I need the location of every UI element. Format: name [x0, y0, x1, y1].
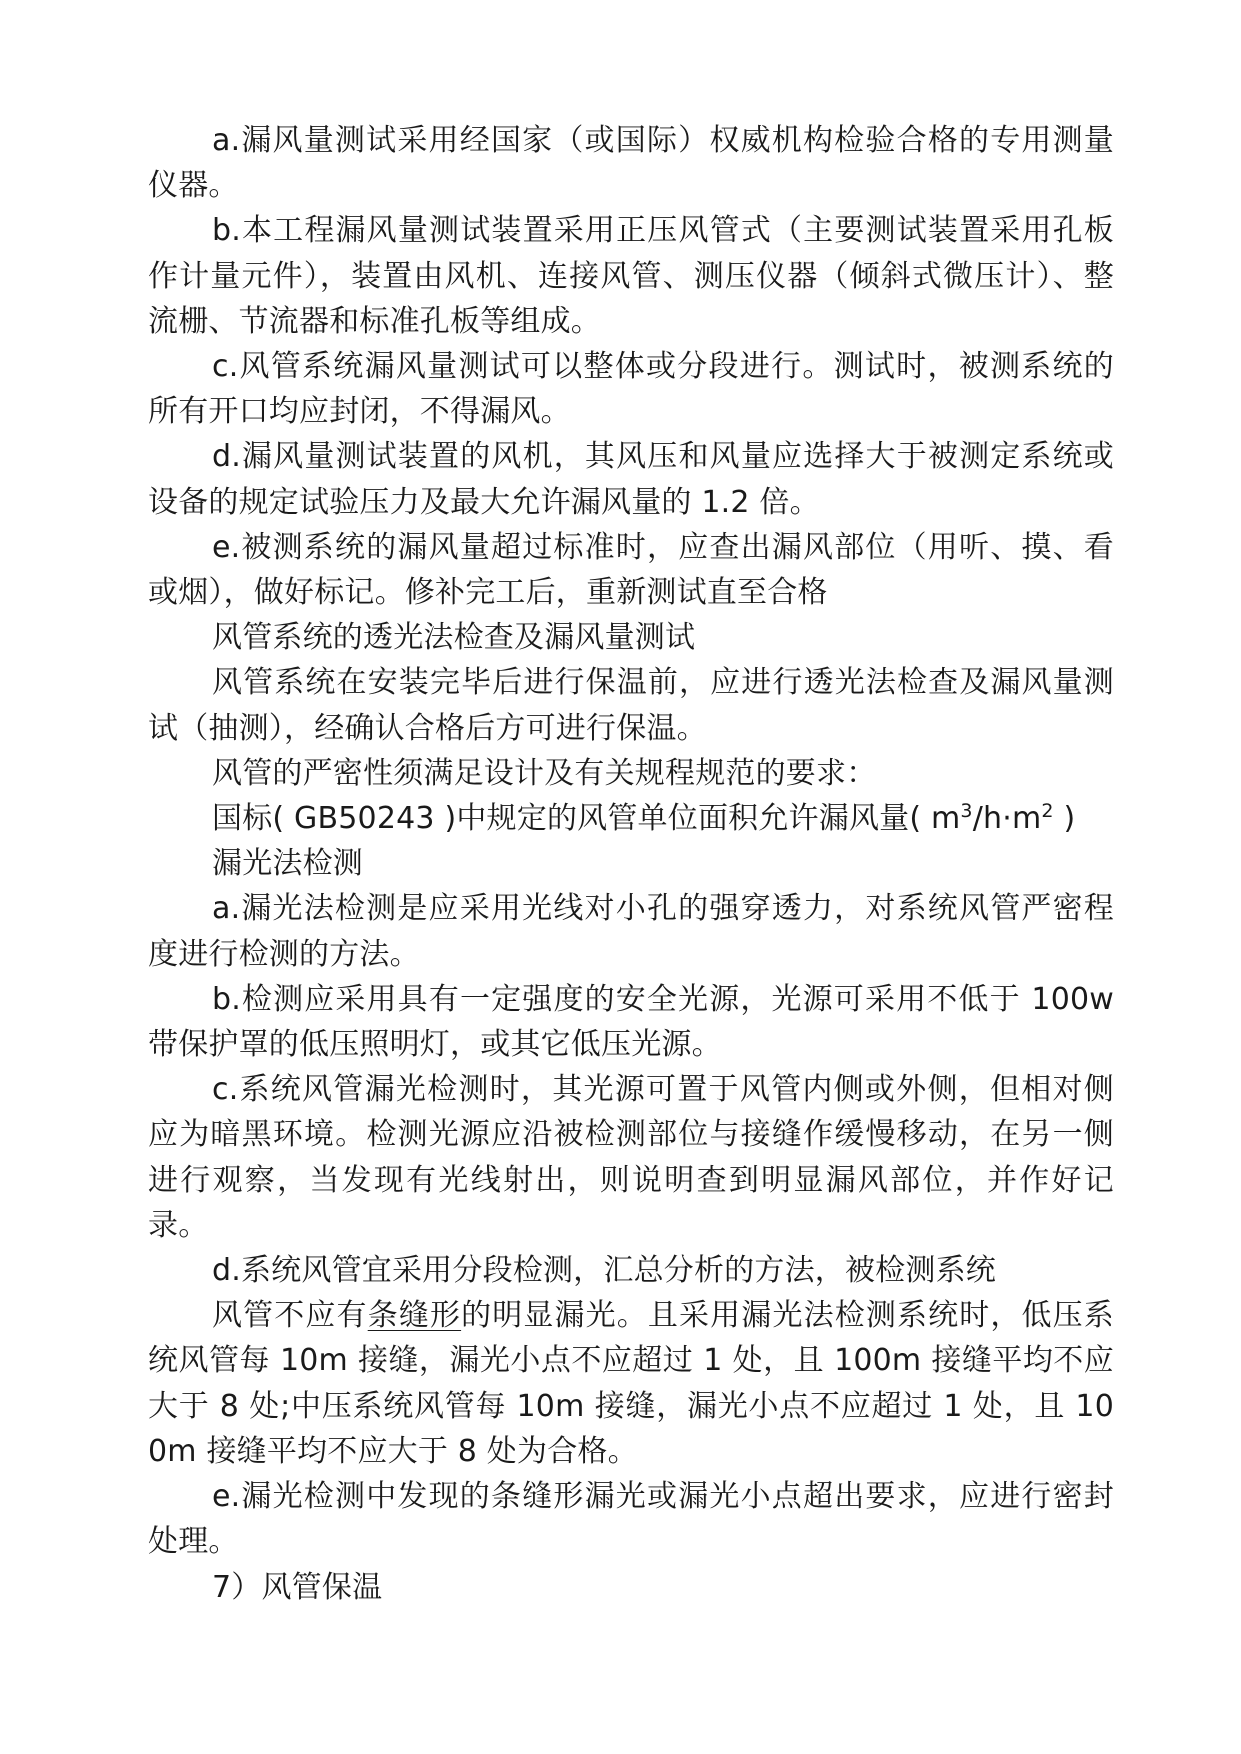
- standard-text-before: 国标( GB50243 )中规定的风管单位面积允许漏风量( m: [212, 801, 961, 837]
- paragraph-leak-test-device: b.本工程漏风量测试装置采用正压风管式（主要测试装置采用孔板作计量元件），装置由风机、连接风管、测压仪器（倾斜式微压计）、整流栅、节流器和标准孔板等组成。: [148, 213, 1114, 339]
- unit-superscript-2: 2: [1041, 800, 1054, 823]
- paragraph-seal-treatment: e.漏光检测中发现的条缝形漏光或漏光小点超出要求，应进行密封处理。: [148, 1479, 1114, 1560]
- paragraph-acceptance-criteria: [148, 1293, 1114, 1474]
- paragraph-light-leak-definition: a.漏光法检测是应采用光线对小孔的强穿透力，对系统风管严密程度进行检测的方法。: [148, 891, 1114, 972]
- section-heading-light-check: 风管系统的透光法检查及漏风量测试: [212, 620, 696, 656]
- paragraph-leak-test-instrument: a.漏风量测试采用经国家（或国际）权威机构检验合格的专用测量仪器。: [148, 123, 1114, 204]
- paragraph-before-insulation: 风管系统在安装完毕后进行保温前，应进行透光法检查及漏风量测试（抽测），经确认合格后方可进行保温。: [148, 665, 1114, 746]
- section-heading-duct-insulation: 7）风管保温: [212, 1569, 383, 1605]
- document-body: [148, 118, 1114, 1610]
- criteria-text-before: 风管不应有: [212, 1298, 368, 1334]
- paragraph-light-source: b.检测应采用具有一定强度的安全光源，光源可采用不低于 100w 带保护罩的低压照明灯，或其它低压光源。: [148, 981, 1114, 1063]
- underlined-term: 条缝形: [367, 1298, 462, 1334]
- paragraph-national-standard: [148, 796, 1114, 841]
- criteria-text-after: 的明显漏光。且采用漏光法检测系统时，低压系统风管每 10m 接缝，漏光小点不应超过 1 处，且 100m 接缝平均不应大于 8 处;中压系统风管每 10m 接缝，漏光小点不应超过 1 处，且 100m 接缝平均不应大于 8 处为合格。: [148, 1298, 1114, 1469]
- paragraph-sectional-detection: d.系统风管宜采用分段检测，汇总分析的方法，被检测系统: [212, 1253, 996, 1289]
- unit-superscript-3: 3: [960, 800, 973, 823]
- standard-text-after: ): [1053, 801, 1076, 837]
- paragraph-light-test-procedure: c.系统风管漏光检测时，其光源可置于风管内侧或外侧，但相对侧应为暗黑环境。检测光源应沿被检测部位与接缝作缓慢移动，在另一侧进行观察，当发现有光线射出，则说明查到明显漏风部位，并作好记录。: [148, 1072, 1114, 1243]
- paragraph-tightness-requirement: 风管的严密性须满足设计及有关规程规范的要求：: [212, 755, 877, 791]
- standard-text-mid: /h·m: [972, 801, 1042, 837]
- section-heading-light-leak-test: 漏光法检测: [212, 846, 363, 882]
- paragraph-leak-exceed: e.被测系统的漏风量超过标准时，应查出漏风部位（用听、摸、看或烟），做好标记。修补完工后，重新测试直至合格: [148, 529, 1114, 611]
- paragraph-leak-test-fan: d.漏风量测试装置的风机，其风压和风量应选择大于被测定系统或设备的规定试验压力及最大允许漏风量的 1.2 倍。: [148, 439, 1114, 520]
- paragraph-leak-test-sectional: c.风管系统漏风量测试可以整体或分段进行。测试时，被测系统的所有开口均应封闭，不得漏风。: [148, 349, 1114, 430]
